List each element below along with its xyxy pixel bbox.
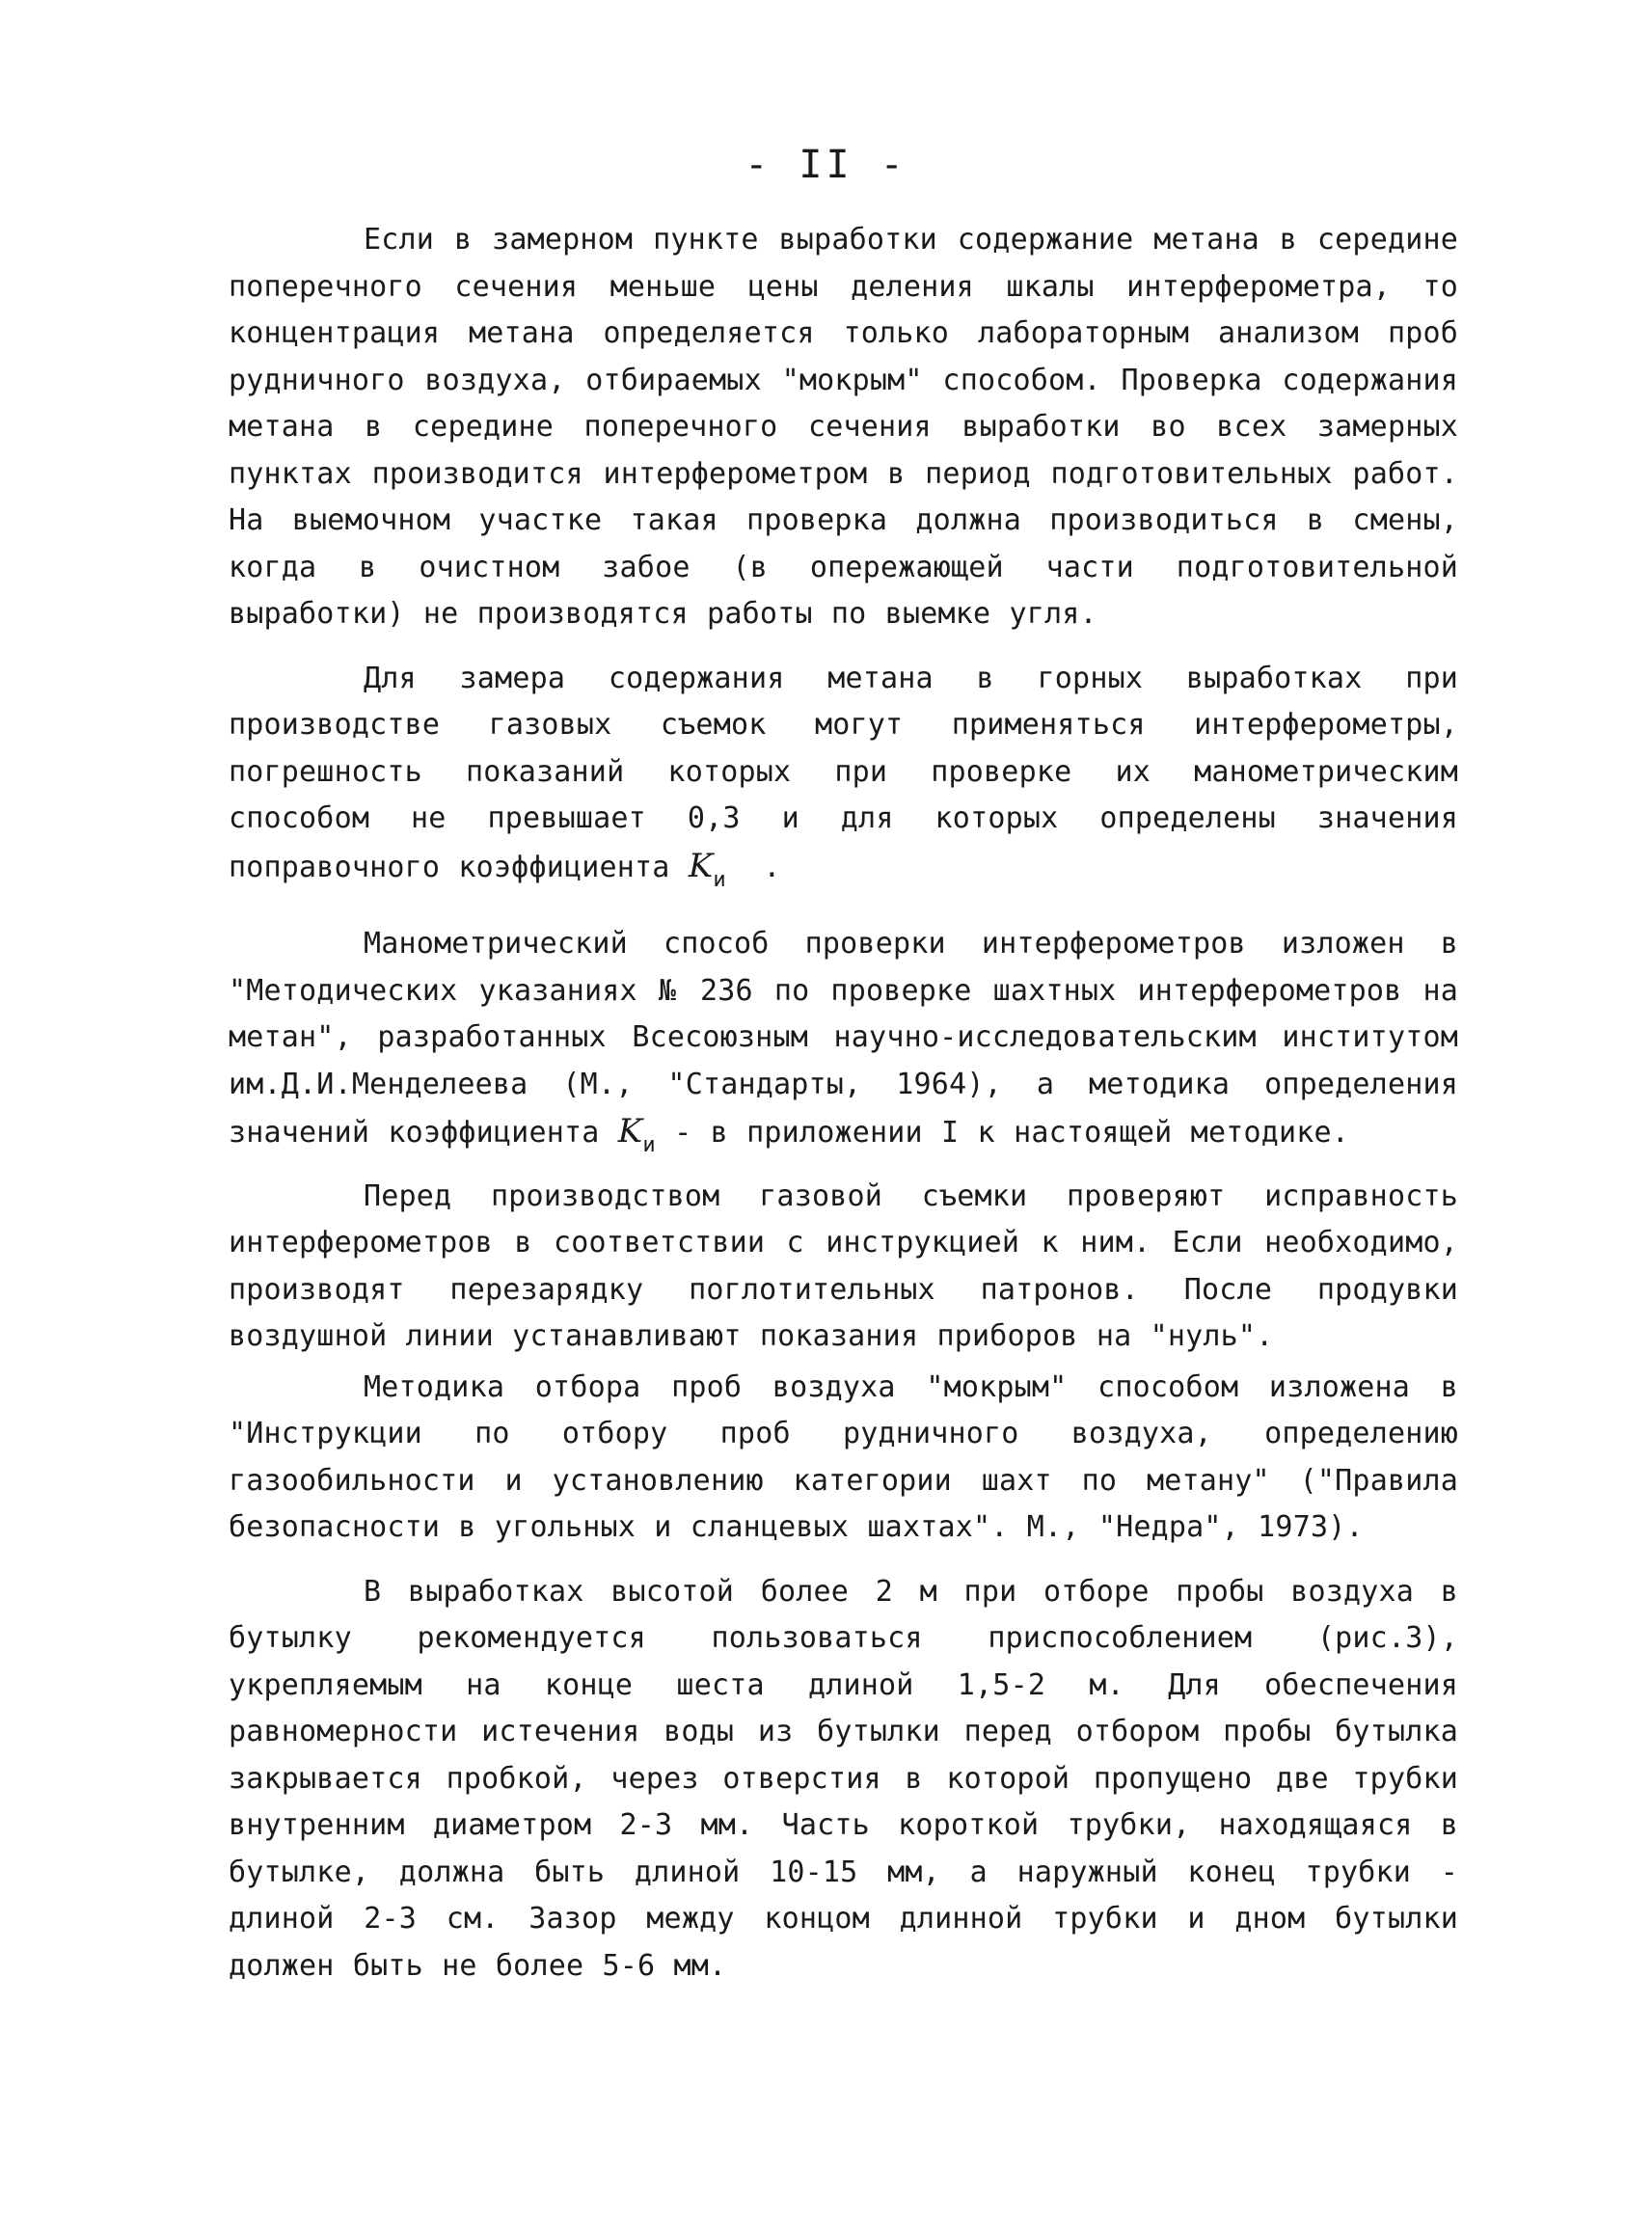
coefficient-subscript: и <box>713 867 726 892</box>
paragraph-5: Методика отбора проб воздуха "мокрым" способом изложена в "Инструкции по отбору проб рудничного воздуха, определению газообильности и установлению категории шахт по метану" ("Правила безопасности в угольных и сланцевых шахтах". М., "Недра", 1973). <box>229 1369 1458 1544</box>
paragraph-2 <box>229 656 1458 905</box>
coefficient-end-punct: . <box>763 850 781 884</box>
coefficient-symbol-2: K <box>617 1112 643 1151</box>
paragraph-6: В выработках высотой более 2 м при отборе пробы воздуха в бутылку рекомендуется пользоваться приспособлением (рис.3), укрепляемым на конце шеста длиной 1,5-2 м. Для обеспечения равномерности истечения воды из бутылки перед отбором пробы бутылка закрывается пробкой, через отверстия в которой пропущено две трубки внутренним диаметром 2-3 мм. Часть короткой трубки, находящаяся в бутылке, должна быть длиной 10-15 мм, а наружный конец трубки - длиной 2-3 см. Зазор между концом длинной трубки и дном бутылки должен быть не более 5-6 мм. <box>229 1574 1458 1983</box>
paragraph-3 <box>229 921 1458 1170</box>
coefficient-symbol: K <box>688 846 714 885</box>
body-text <box>229 217 1458 1990</box>
paragraph-3-text: Манометрический способ проверки интерферометров изложен в "Методических указаниях № 236 по проверке шахтных интерферометров на метан", разработанных Всесоюзным научно-исследовательским институтом им.Д.И.Менделеева (М., "Стандарты, 1964), а методика определения значений коэффициента <box>229 927 1458 1150</box>
paragraph-2-text: Для замера содержания метана в горных выработках при производстве газовых съемок могут применяться интерферометры, погрешность показаний которых при проверке их манометрическим способом не превышает 0,3 и для которых определены значения поправочного коэффициента <box>229 661 1458 884</box>
coefficient-subscript-2: и <box>642 1133 656 1157</box>
page-number: - II - <box>745 143 907 187</box>
paragraph-4: Перед производством газовой съемки проверяют исправность интерферометров в соответствии с инструкцией к ним. Если необходимо, производят перезарядку поглотительных патронов. После продувки воздушной линии устанавливают показания приборов на "нуль". <box>229 1178 1458 1353</box>
paragraph-3-tail: в приложении I к настоящей методике. <box>710 1116 1350 1150</box>
coefficient-dash: - <box>655 1116 711 1150</box>
paragraph-1: Если в замерном пункте выработки содержание метана в середине поперечного сечения меньше цены деления шкалы интерферометра, то концентрация метана определяется только лабораторным анализом проб рудничного воздуха, отбираемых "мокрым" способом. Проверка содержания метана в середине поперечного сечения выработки во всех замерных пунктах производится интерферометром в период подготовительных работ. На выемочном участке такая проверка должна производиться в смены, когда в очистном забое (в опережающей части подготовительной выработки) не производятся работы по выемке угля. <box>229 223 1458 631</box>
